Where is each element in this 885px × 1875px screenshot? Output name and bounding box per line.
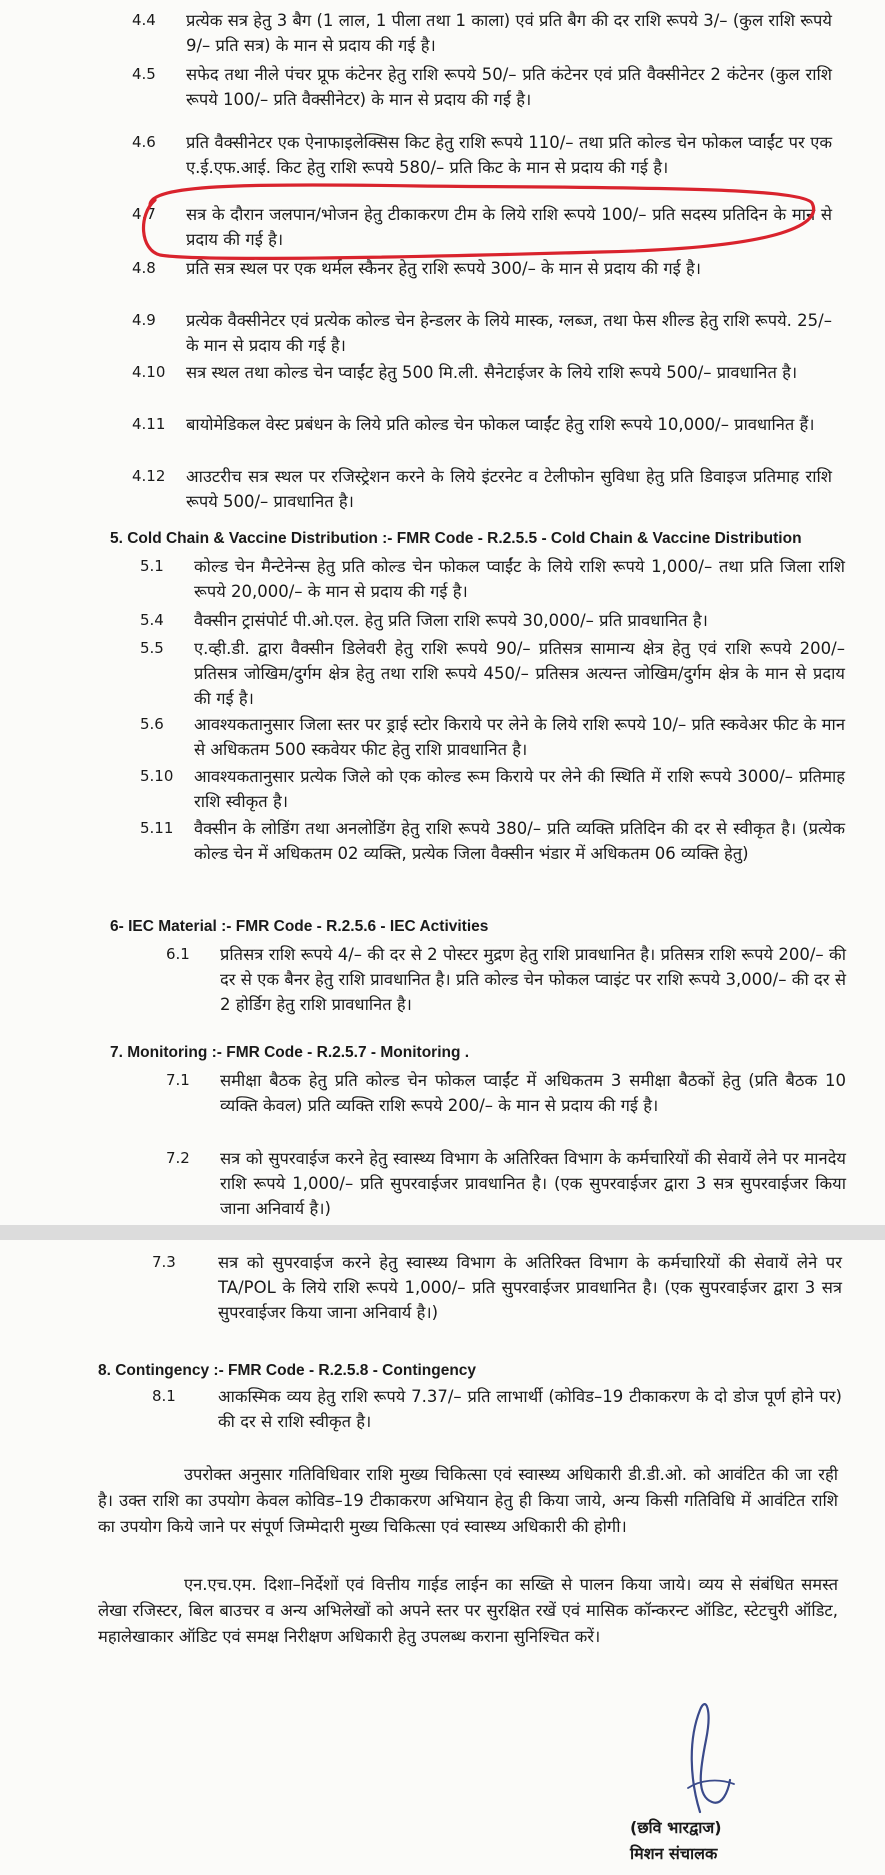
list-item <box>132 412 832 437</box>
item-text: प्रतिसत्र राशि रूपये 4/– की दर से 2 पोस्टर मुद्रण हेतु राशि प्रावधानित है। प्रतिसत्र राशि रूपये 200/– की दर से एक बैनर हेतु राशि प्रावधानित है। प्रति कोल्ड चेन फोकल प्वाइंट पर राशि रूपये 3,000/– की दर से 2 होर्डिग हेतु राशि प्रावधानित है। <box>220 945 846 1014</box>
body-paragraph: उपरोक्त अनुसार गतिविधिवार राशि मुख्य चिकित्सा एवं स्वास्थ्य अधिकारी डी.डी.ओ. को आवंटित की जा रही है। उक्त राशि का उपयोग केवल कोविड–19 टीकाकरण अभियान हेतु ही किया जाये, अन्य किसी गतिविधि में आवंटित राशि का उपयोग किये जाने पर संपूर्ण जिम्मेदारी मुख्य चिकित्सा एवं स्वास्थ्य अधिकारी की होगी। <box>98 1465 838 1536</box>
item-number: 7.2 <box>166 1149 190 1167</box>
item-number: 4.10 <box>132 363 166 381</box>
item-number: 4.4 <box>132 11 156 29</box>
list-item <box>132 360 832 385</box>
list-item <box>152 1384 842 1434</box>
item-text: वैक्सीन के लोडिंग तथा अनलोडिंग हेतु राशि रूपये 380/– प्रति व्यक्ति प्रतिदिन की दर से स्वीकृत है। (प्रत्येक कोल्ड चेन में अधिकतम 02 व्यक्ति, प्रत्येक जिला वैक्सीन भंडार में अधिकतम 06 व्यक्ति हेतु) <box>194 819 845 863</box>
item-text: प्रति वैक्सीनेटर एक ऐनाफाइलेक्सिस किट हेतु राशि रूपये 110/– तथा प्रति कोल्ड चेन फोकल प्वाईंट पर एक ए.ई.एफ.आई. किट हेतु राशि रूपये 580/– प्रति किट के मान से प्रदाय की गई है। <box>186 133 832 177</box>
signatory-name: (छवि भारद्वाज) <box>630 1818 722 1837</box>
item-text: प्रत्येक सत्र हेतु 3 बैग (1 लाल, 1 पीला तथा 1 काला) एवं प्रति बैग की दर राशि रूपये 3/– (कुल राशि रूपये 9/– प्रति सत्र) के मान से प्रदाय की गई है। <box>186 11 832 55</box>
item-text: सत्र के दौरान जलपान/भोजन हेतु टीकाकरण टीम के लिये राशि रूपये 100/– प्रति सदस्य प्रतिदिन के मान से प्रदाय की गई है। <box>186 205 832 249</box>
item-number: 4.7 <box>132 205 156 223</box>
item-text: बायोमेडिकल वेस्ट प्रबंधन के लिये प्रति कोल्ड चेन फोकल प्वाईंट हेतु राशि रूपये 10,000/– प्रावधानित हैं। <box>186 415 815 434</box>
item-number: 8.1 <box>152 1387 176 1405</box>
list-item <box>140 636 845 711</box>
list-item <box>140 712 845 762</box>
item-number: 5.4 <box>140 611 164 629</box>
section-heading: 8. Contingency :- FMR Code - R.2.5.8 - Contingency <box>98 1362 477 1379</box>
item-number: 4.6 <box>132 133 156 151</box>
item-number: 5.5 <box>140 639 164 657</box>
section-heading: 6- IEC Material :- FMR Code - R.2.5.6 - IEC Activities <box>110 918 489 935</box>
item-number: 4.5 <box>132 65 156 83</box>
item-number: 7.1 <box>166 1071 190 1089</box>
handwritten-signature <box>0 1240 885 1875</box>
list-item <box>140 764 845 814</box>
section-heading: 5. Cold Chain & Vaccine Distribution :- FMR Code - R.2.5.5 - Cold Chain & Vaccine Distribution <box>110 530 802 547</box>
list-item <box>132 62 832 112</box>
item-text: समीक्षा बैठक हेतु प्रति कोल्ड चेन फोकल प्वाईंट में अधिकतम 3 समीक्षा बैठकों हेतु (प्रति बैठक 10 व्यक्ति केवल) प्रति व्यक्ति राशि रूपये 200/– के मान से प्रदाय की गई है। <box>220 1071 846 1115</box>
item-number: 4.12 <box>132 467 166 485</box>
document-page-2 <box>0 1240 885 1875</box>
item-number: 4.11 <box>132 415 166 433</box>
list-item <box>166 942 846 1017</box>
list-item <box>140 608 845 633</box>
list-item <box>166 1146 846 1221</box>
list-item <box>140 816 845 866</box>
body-paragraph: एन.एच.एम. दिशा–निर्देशों एवं वित्तीय गाईड लाईन का सख्ति से पालन किया जाये। व्यय से संबंधित समस्त लेखा रजिस्टर, बिल बाउचर व अन्य अभिलेखों को अपने स्तर पर सुरक्षित रखें एवं मासिक कॉन्करन्ट ऑडिट, स्टेटचुरी ऑडिट, महालेखाकार ऑडिट एवं समक्ष निरीक्षण अधिकारी हेतु उपलब्ध कराना सुनिश्चित करें। <box>98 1575 838 1646</box>
item-number: 5.10 <box>140 767 174 785</box>
list-item-highlighted <box>132 202 832 252</box>
item-text: आकस्मिक व्यय हेतु राशि रूपये 7.37/– प्रति लाभार्थी (कोविड–19 टीकाकरण के दो डोज पूर्ण होने पर) की दर से राशि स्वीकृत है। <box>218 1387 842 1431</box>
item-text: प्रत्येक वैक्सीनेटर एवं प्रत्येक कोल्ड चेन हेन्डलर के लिये मास्क, ग्लब्ज, तथा फेस शील्ड हेतु राशि रूपये. 25/– के मान से प्रदाय की गई है। <box>186 311 832 355</box>
item-text: आवश्यकतानुसार जिला स्तर पर ड्राई स्टोर किराये पर लेने के लिये राशि रूपये 10/– प्रति स्कवेअर फीट के मान से अधिकतम 500 स्कवेयर फीट हेतु राशि प्रावधानित है। <box>194 715 845 759</box>
list-item <box>132 464 832 514</box>
list-item <box>132 8 832 58</box>
item-number: 5.11 <box>140 819 174 837</box>
item-number: 5.6 <box>140 715 164 733</box>
item-text: आउटरीच सत्र स्थल पर रजिस्ट्रेशन करने के लिये इंटरनेट व टेलीफोन सुविधा हेतु प्रति डिवाइज प्रतिमाह राशि रूपये 500/– प्रावधानित है। <box>186 467 832 511</box>
item-number: 4.8 <box>132 259 156 277</box>
item-text: कोल्ड चेन मैन्टेनेन्स हेतु प्रति कोल्ड चेन फोकल प्वाईंट के लिये राशि रूपये 1,000/– तथा प्रति जिला राशि रूपये 20,000/– के मान से प्रदाय की गई है। <box>194 557 845 601</box>
list-item <box>166 1068 846 1118</box>
list-item <box>140 554 845 604</box>
item-number: 5.1 <box>140 557 164 575</box>
item-number: 7.3 <box>152 1253 176 1271</box>
item-text: सफेद तथा नीले पंचर प्रूफ कंटेनर हेतु राशि रूपये 50/– प्रति कंटेनर एवं प्रति वैक्सीनेटर 2 कंटेनर (कुल राशि रूपये 100/– प्रति वैक्सीनेटर) के मान से प्रदाय की गई है। <box>186 65 832 109</box>
item-text: सत्र को सुपरवाईज करने हेतु स्वास्थ्य विभाग के अतिरिक्त विभाग के कर्मचारियों की सेवायें लेने पर TA/POL के लिये राशि रूपये 1,000/– प्रति सुपरवाईजर प्रावधानित है। (एक सुपरवाईजर द्वारा 3 सत्र सुपरवाईजर किया जाना अनिवार्य है।) <box>218 1253 842 1322</box>
list-item <box>152 1250 842 1325</box>
item-text: प्रति सत्र स्थल पर एक थर्मल स्कैनर हेतु राशि रूपये 300/– के मान से प्रदाय की गई है। <box>186 259 702 278</box>
item-text: वैक्सीन ट्रासंपोर्ट पी.ओ.एल. हेतु प्रति जिला राशि रूपये 30,000/– प्रति प्रावधानित है। <box>194 611 708 630</box>
item-number: 4.9 <box>132 311 156 329</box>
list-item <box>132 256 832 281</box>
item-text: ए.व्ही.डी. द्वारा वैक्सीन डिलेवरी हेतु राशि रूपये 90/– प्रतिसत्र सामान्य क्षेत्र हेतु एवं राशि रूपये 200/– प्रतिसत्र जोखिम/दुर्गम क्षेत्र हेतु तथा राशि रूपये 450/– प्रतिसत्र अत्यन्त जोखिम/दुर्गम क्षेत्र के मान से प्रदाय की गई है। <box>194 639 845 708</box>
item-text: आवश्यकतानुसार प्रत्येक जिले को एक कोल्ड रूम किराये पर लेने की स्थिति में राशि रूपये 3000/– प्रतिमाह राशि स्वीकृत है। <box>194 767 845 811</box>
item-text: सत्र को सुपरवाईज करने हेतु स्वास्थ्य विभाग के अतिरिक्त विभाग के कर्मचारियों की सेवायें लेने पर मानदेय राशि रूपये 1,000/– प्रति सुपरवाईजर प्रावधानित है। (एक सुपरवाईजर द्वारा 3 सत्र सुपरवाईजर किया जाना अनिवार्य है।) <box>220 1149 846 1218</box>
list-item <box>132 308 832 358</box>
list-item <box>132 130 832 180</box>
item-number: 6.1 <box>166 945 190 963</box>
section-heading: 7. Monitoring :- FMR Code - R.2.5.7 - Monitoring . <box>110 1044 470 1061</box>
item-text: सत्र स्थल तथा कोल्ड चेन प्वाईंट हेतु 500 मि.ली. सैनेटाईजर के लिये राशि रूपये 500/– प्रावधानित है। <box>186 363 798 382</box>
signatory-title: मिशन संचालक <box>630 1844 718 1863</box>
